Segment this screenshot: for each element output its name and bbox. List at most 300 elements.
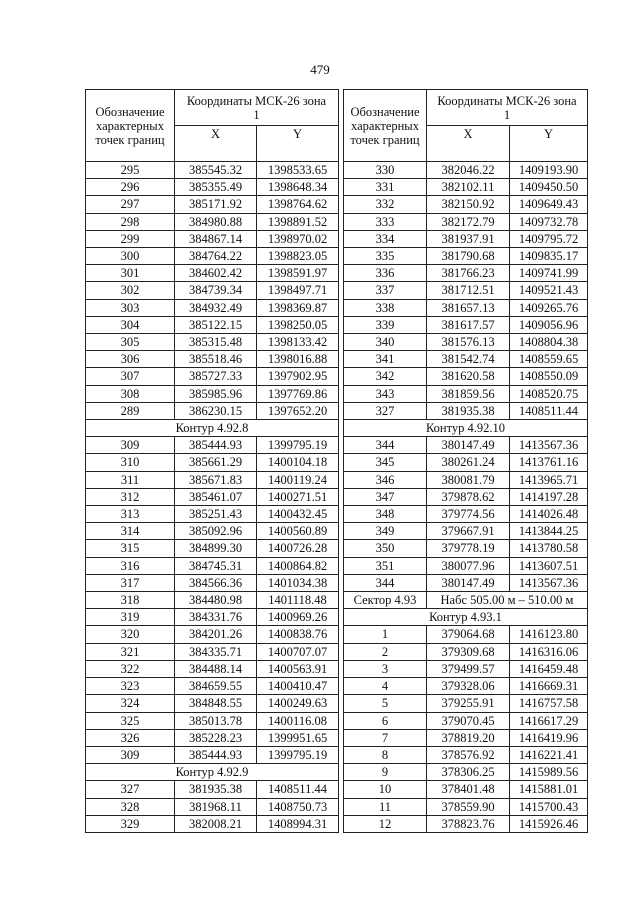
x-coordinate: 385661.29 [175, 454, 257, 471]
height-range: Набс 505.00 м – 510.00 м [427, 592, 588, 609]
point-id: 321 [86, 643, 175, 660]
y-header: Y [510, 126, 588, 162]
table-row [344, 299, 588, 316]
table-row [86, 316, 339, 333]
point-id: 322 [86, 660, 175, 677]
table-row [344, 265, 588, 282]
y-coordinate: 1415881.01 [510, 781, 588, 798]
y-coordinate: 1408520.75 [510, 385, 588, 402]
x-coordinate: 379878.62 [427, 488, 510, 505]
y-coordinate: 1400116.08 [257, 712, 339, 729]
y-coordinate: 1416459.48 [510, 660, 588, 677]
y-coordinate: 1397769.86 [257, 385, 339, 402]
x-header: X [427, 126, 510, 162]
table-row [86, 471, 339, 488]
point-id: 6 [344, 712, 427, 729]
y-coordinate: 1413567.36 [510, 437, 588, 454]
table-row [344, 798, 588, 815]
y-coordinate: 1398823.05 [257, 248, 339, 265]
table-row [344, 764, 588, 781]
y-coordinate: 1415989.56 [510, 764, 588, 781]
table-row [344, 437, 588, 454]
point-id: 295 [86, 162, 175, 179]
y-coordinate: 1408559.65 [510, 351, 588, 368]
table-row [344, 196, 588, 213]
y-coordinate: 1400249.63 [257, 695, 339, 712]
point-id: 343 [344, 385, 427, 402]
point-id: 341 [344, 351, 427, 368]
point-id: 1 [344, 626, 427, 643]
table-row [86, 506, 339, 523]
x-coordinate: 381576.13 [427, 334, 510, 351]
table-row [86, 402, 339, 419]
x-coordinate: 385171.92 [175, 196, 257, 213]
x-coordinate: 385444.93 [175, 746, 257, 763]
point-id: 312 [86, 488, 175, 505]
table-row [86, 678, 339, 695]
contour-label: Контур 4.93.1 [344, 609, 588, 626]
table-row [86, 798, 339, 815]
table-row [86, 746, 339, 763]
point-id: 349 [344, 523, 427, 540]
table-row [344, 695, 588, 712]
table-row [344, 523, 588, 540]
y-coordinate: 1400563.91 [257, 660, 339, 677]
x-coordinate: 381620.58 [427, 368, 510, 385]
point-id: 12 [344, 815, 427, 832]
x-coordinate: 381712.51 [427, 282, 510, 299]
x-coordinate: 385671.83 [175, 471, 257, 488]
x-coordinate: 381937.91 [427, 230, 510, 247]
y-coordinate: 1413965.71 [510, 471, 588, 488]
table-row [344, 815, 588, 832]
x-coordinate: 384745.31 [175, 557, 257, 574]
y-coordinate: 1414197.28 [510, 488, 588, 505]
point-id: 310 [86, 454, 175, 471]
y-coordinate: 1401034.38 [257, 574, 339, 591]
point-id: 317 [86, 574, 175, 591]
table-row [86, 609, 339, 626]
table-row [86, 196, 339, 213]
table-row [86, 179, 339, 196]
point-id: 333 [344, 213, 427, 230]
table-row [86, 385, 339, 402]
table-row [344, 506, 588, 523]
point-id: 332 [344, 196, 427, 213]
x-coordinate: 378559.90 [427, 798, 510, 815]
x-coordinate: 378819.20 [427, 729, 510, 746]
y-coordinate: 1413761.16 [510, 454, 588, 471]
y-coordinate: 1416669.31 [510, 678, 588, 695]
x-coordinate: 379499.57 [427, 660, 510, 677]
y-coordinate: 1398764.62 [257, 196, 339, 213]
x-coordinate: 378401.48 [427, 781, 510, 798]
x-coordinate: 382150.92 [427, 196, 510, 213]
table-row [344, 574, 588, 591]
contour-label: Контур 4.92.9 [86, 764, 339, 781]
point-id: 308 [86, 385, 175, 402]
y-coordinate: 1408511.44 [510, 402, 588, 419]
x-coordinate: 380077.96 [427, 557, 510, 574]
table-row [344, 179, 588, 196]
point-id: 313 [86, 506, 175, 523]
point-id: 8 [344, 746, 427, 763]
point-id: 351 [344, 557, 427, 574]
table-row [86, 248, 339, 265]
point-id: 2 [344, 643, 427, 660]
y-coordinate: 1400560.89 [257, 523, 339, 540]
point-id: 309 [86, 746, 175, 763]
table-row [344, 282, 588, 299]
point-id: 325 [86, 712, 175, 729]
y-coordinate: 1400969.26 [257, 609, 339, 626]
table-row [86, 626, 339, 643]
table-row [86, 574, 339, 591]
point-id: 347 [344, 488, 427, 505]
point-id: 309 [86, 437, 175, 454]
x-coordinate: 382046.22 [427, 162, 510, 179]
table-row [86, 162, 339, 179]
point-id: 330 [344, 162, 427, 179]
y-coordinate: 1416617.29 [510, 712, 588, 729]
x-coordinate: 381935.38 [427, 402, 510, 419]
y-coordinate: 1416316.06 [510, 643, 588, 660]
x-coordinate: 385727.33 [175, 368, 257, 385]
table-row [344, 557, 588, 574]
table-row [86, 592, 339, 609]
points-header: Обозначение характерных точек границ [86, 90, 175, 162]
point-id: 3 [344, 660, 427, 677]
points-header: Обозначение характерных точек границ [344, 90, 427, 162]
y-coordinate: 1409835.17 [510, 248, 588, 265]
x-coordinate: 380147.49 [427, 574, 510, 591]
point-id: 300 [86, 248, 175, 265]
y-coordinate: 1398133.42 [257, 334, 339, 351]
x-coordinate: 379328.06 [427, 678, 510, 695]
point-id: 339 [344, 316, 427, 333]
y-coordinate: 1409450.50 [510, 179, 588, 196]
table-row [344, 712, 588, 729]
coords-header: Координаты МСК-26 зона 1 [175, 90, 339, 126]
y-coordinate: 1413567.36 [510, 574, 588, 591]
point-id: 302 [86, 282, 175, 299]
x-coordinate: 385251.43 [175, 506, 257, 523]
contour-label: Контур 4.92.10 [344, 420, 588, 437]
x-coordinate: 379070.45 [427, 712, 510, 729]
y-coordinate: 1408550.09 [510, 368, 588, 385]
y-coordinate: 1400726.28 [257, 540, 339, 557]
y-coordinate: 1398016.88 [257, 351, 339, 368]
point-id: 329 [86, 815, 175, 832]
x-coordinate: 381657.13 [427, 299, 510, 316]
point-id: 9 [344, 764, 427, 781]
y-coordinate: 1409732.78 [510, 213, 588, 230]
table-row [344, 643, 588, 660]
table-row [344, 385, 588, 402]
point-id: 301 [86, 265, 175, 282]
x-coordinate: 385545.32 [175, 162, 257, 179]
y-coordinate: 1414026.48 [510, 506, 588, 523]
y-coordinate: 1415700.43 [510, 798, 588, 815]
point-id: 346 [344, 471, 427, 488]
x-coordinate: 381859.56 [427, 385, 510, 402]
point-id: 4 [344, 678, 427, 695]
y-coordinate: 1400432.45 [257, 506, 339, 523]
point-id: 326 [86, 729, 175, 746]
contour-label: Контур 4.92.8 [86, 420, 339, 437]
point-id: 327 [344, 402, 427, 419]
table-row [86, 454, 339, 471]
y-coordinate: 1397902.95 [257, 368, 339, 385]
sector-row [344, 592, 588, 609]
y-coordinate: 1415926.46 [510, 815, 588, 832]
y-coordinate: 1409649.43 [510, 196, 588, 213]
table-row [344, 162, 588, 179]
x-coordinate: 385355.49 [175, 179, 257, 196]
table-row [86, 523, 339, 540]
y-coordinate: 1409521.43 [510, 282, 588, 299]
x-coordinate: 381617.57 [427, 316, 510, 333]
x-coordinate: 380081.79 [427, 471, 510, 488]
table-row [344, 729, 588, 746]
y-coordinate: 1416123.80 [510, 626, 588, 643]
x-coordinate: 385092.96 [175, 523, 257, 540]
table-row [86, 712, 339, 729]
y-coordinate: 1408750.73 [257, 798, 339, 815]
point-id: 10 [344, 781, 427, 798]
x-coordinate: 379309.68 [427, 643, 510, 660]
x-coordinate: 382102.11 [427, 179, 510, 196]
x-coordinate: 381542.74 [427, 351, 510, 368]
x-header: X [175, 126, 257, 162]
point-id: 344 [344, 574, 427, 591]
page-number: 479 [310, 62, 330, 77]
x-coordinate: 385985.96 [175, 385, 257, 402]
table-row [86, 299, 339, 316]
coords-header: Координаты МСК-26 зона 1 [427, 90, 588, 126]
table-row [86, 437, 339, 454]
x-coordinate: 380261.24 [427, 454, 510, 471]
point-id: 315 [86, 540, 175, 557]
table-row [86, 729, 339, 746]
coordinates-table-left [85, 89, 339, 833]
table-row [86, 265, 339, 282]
y-coordinate: 1398369.87 [257, 299, 339, 316]
x-coordinate: 379255.91 [427, 695, 510, 712]
y-coordinate: 1397652.20 [257, 402, 339, 419]
point-id: 350 [344, 540, 427, 557]
x-coordinate: 381935.38 [175, 781, 257, 798]
coordinates-table-right [343, 89, 588, 833]
y-coordinate: 1399795.19 [257, 437, 339, 454]
table-row [344, 781, 588, 798]
x-coordinate: 384932.49 [175, 299, 257, 316]
point-id: 338 [344, 299, 427, 316]
point-id: 331 [344, 179, 427, 196]
point-id: 316 [86, 557, 175, 574]
x-coordinate: 381968.11 [175, 798, 257, 815]
point-id: 344 [344, 437, 427, 454]
y-coordinate: 1398648.34 [257, 179, 339, 196]
table-row [344, 626, 588, 643]
contour-row [344, 420, 588, 437]
point-id: 297 [86, 196, 175, 213]
point-id: 320 [86, 626, 175, 643]
point-id: 299 [86, 230, 175, 247]
y-coordinate: 1409795.72 [510, 230, 588, 247]
y-coordinate: 1416757.58 [510, 695, 588, 712]
x-coordinate: 385518.46 [175, 351, 257, 368]
y-coordinate: 1398970.02 [257, 230, 339, 247]
table-row [344, 368, 588, 385]
y-coordinate: 1413844.25 [510, 523, 588, 540]
point-id: 324 [86, 695, 175, 712]
y-coordinate: 1409265.76 [510, 299, 588, 316]
contour-row [86, 420, 339, 437]
x-coordinate: 385461.07 [175, 488, 257, 505]
point-id: 345 [344, 454, 427, 471]
point-id: 289 [86, 402, 175, 419]
x-coordinate: 379064.68 [427, 626, 510, 643]
table-row [86, 351, 339, 368]
x-coordinate: 384480.98 [175, 592, 257, 609]
x-coordinate: 379667.91 [427, 523, 510, 540]
point-id: 334 [344, 230, 427, 247]
point-id: 318 [86, 592, 175, 609]
x-coordinate: 381766.23 [427, 265, 510, 282]
x-coordinate: 385444.93 [175, 437, 257, 454]
y-coordinate: 1400119.24 [257, 471, 339, 488]
x-coordinate: 384980.88 [175, 213, 257, 230]
sector-label: Сектор 4.93 [344, 592, 427, 609]
table-row [344, 351, 588, 368]
x-coordinate: 384739.34 [175, 282, 257, 299]
table-row [86, 282, 339, 299]
point-id: 306 [86, 351, 175, 368]
point-id: 298 [86, 213, 175, 230]
y-coordinate: 1400410.47 [257, 678, 339, 695]
x-coordinate: 382172.79 [427, 213, 510, 230]
y-coordinate: 1400707.07 [257, 643, 339, 660]
point-id: 305 [86, 334, 175, 351]
x-coordinate: 380147.49 [427, 437, 510, 454]
table-row [86, 488, 339, 505]
y-coordinate: 1398591.97 [257, 265, 339, 282]
table-row [86, 230, 339, 247]
x-coordinate: 384331.76 [175, 609, 257, 626]
x-coordinate: 384201.26 [175, 626, 257, 643]
table-row [344, 660, 588, 677]
x-coordinate: 378576.92 [427, 746, 510, 763]
y-coordinate: 1409741.99 [510, 265, 588, 282]
point-id: 342 [344, 368, 427, 385]
table-row [344, 230, 588, 247]
x-coordinate: 384867.14 [175, 230, 257, 247]
x-coordinate: 384659.55 [175, 678, 257, 695]
point-id: 348 [344, 506, 427, 523]
point-id: 11 [344, 798, 427, 815]
y-header: Y [257, 126, 339, 162]
point-id: 323 [86, 678, 175, 695]
y-coordinate: 1408994.31 [257, 815, 339, 832]
table-row [86, 815, 339, 832]
y-coordinate: 1409056.96 [510, 316, 588, 333]
contour-row [344, 609, 588, 626]
table-row [344, 678, 588, 695]
point-id: 5 [344, 695, 427, 712]
table-row [86, 781, 339, 798]
x-coordinate: 384566.36 [175, 574, 257, 591]
point-id: 311 [86, 471, 175, 488]
table-row [86, 368, 339, 385]
table-row [344, 402, 588, 419]
x-coordinate: 384899.30 [175, 540, 257, 557]
x-coordinate: 384488.14 [175, 660, 257, 677]
x-coordinate: 386230.15 [175, 402, 257, 419]
point-id: 303 [86, 299, 175, 316]
y-coordinate: 1416221.41 [510, 746, 588, 763]
point-id: 7 [344, 729, 427, 746]
table-row [86, 660, 339, 677]
contour-row [86, 764, 339, 781]
table-row [344, 746, 588, 763]
table-row [344, 540, 588, 557]
x-coordinate: 384335.71 [175, 643, 257, 660]
table-row [86, 643, 339, 660]
y-coordinate: 1400838.76 [257, 626, 339, 643]
table-row [344, 454, 588, 471]
y-coordinate: 1399951.65 [257, 729, 339, 746]
point-id: 314 [86, 523, 175, 540]
point-id: 307 [86, 368, 175, 385]
x-coordinate: 379774.56 [427, 506, 510, 523]
table-row [86, 695, 339, 712]
table-row [344, 488, 588, 505]
x-coordinate: 382008.21 [175, 815, 257, 832]
table-row [86, 540, 339, 557]
table-row [86, 557, 339, 574]
x-coordinate: 379778.19 [427, 540, 510, 557]
y-coordinate: 1408511.44 [257, 781, 339, 798]
x-coordinate: 385228.23 [175, 729, 257, 746]
y-coordinate: 1409193.90 [510, 162, 588, 179]
y-coordinate: 1416419.96 [510, 729, 588, 746]
point-id: 336 [344, 265, 427, 282]
point-id: 304 [86, 316, 175, 333]
point-id: 327 [86, 781, 175, 798]
x-coordinate: 378823.76 [427, 815, 510, 832]
y-coordinate: 1398533.65 [257, 162, 339, 179]
y-coordinate: 1401118.48 [257, 592, 339, 609]
y-coordinate: 1398891.52 [257, 213, 339, 230]
y-coordinate: 1413780.58 [510, 540, 588, 557]
x-coordinate: 378306.25 [427, 764, 510, 781]
table-row [344, 471, 588, 488]
table-row [344, 316, 588, 333]
table-row [344, 213, 588, 230]
x-coordinate: 385013.78 [175, 712, 257, 729]
x-coordinate: 384764.22 [175, 248, 257, 265]
y-coordinate: 1408804.38 [510, 334, 588, 351]
table-row [86, 213, 339, 230]
y-coordinate: 1400864.82 [257, 557, 339, 574]
point-id: 340 [344, 334, 427, 351]
point-id: 337 [344, 282, 427, 299]
x-coordinate: 381790.68 [427, 248, 510, 265]
point-id: 319 [86, 609, 175, 626]
point-id: 296 [86, 179, 175, 196]
y-coordinate: 1400271.51 [257, 488, 339, 505]
